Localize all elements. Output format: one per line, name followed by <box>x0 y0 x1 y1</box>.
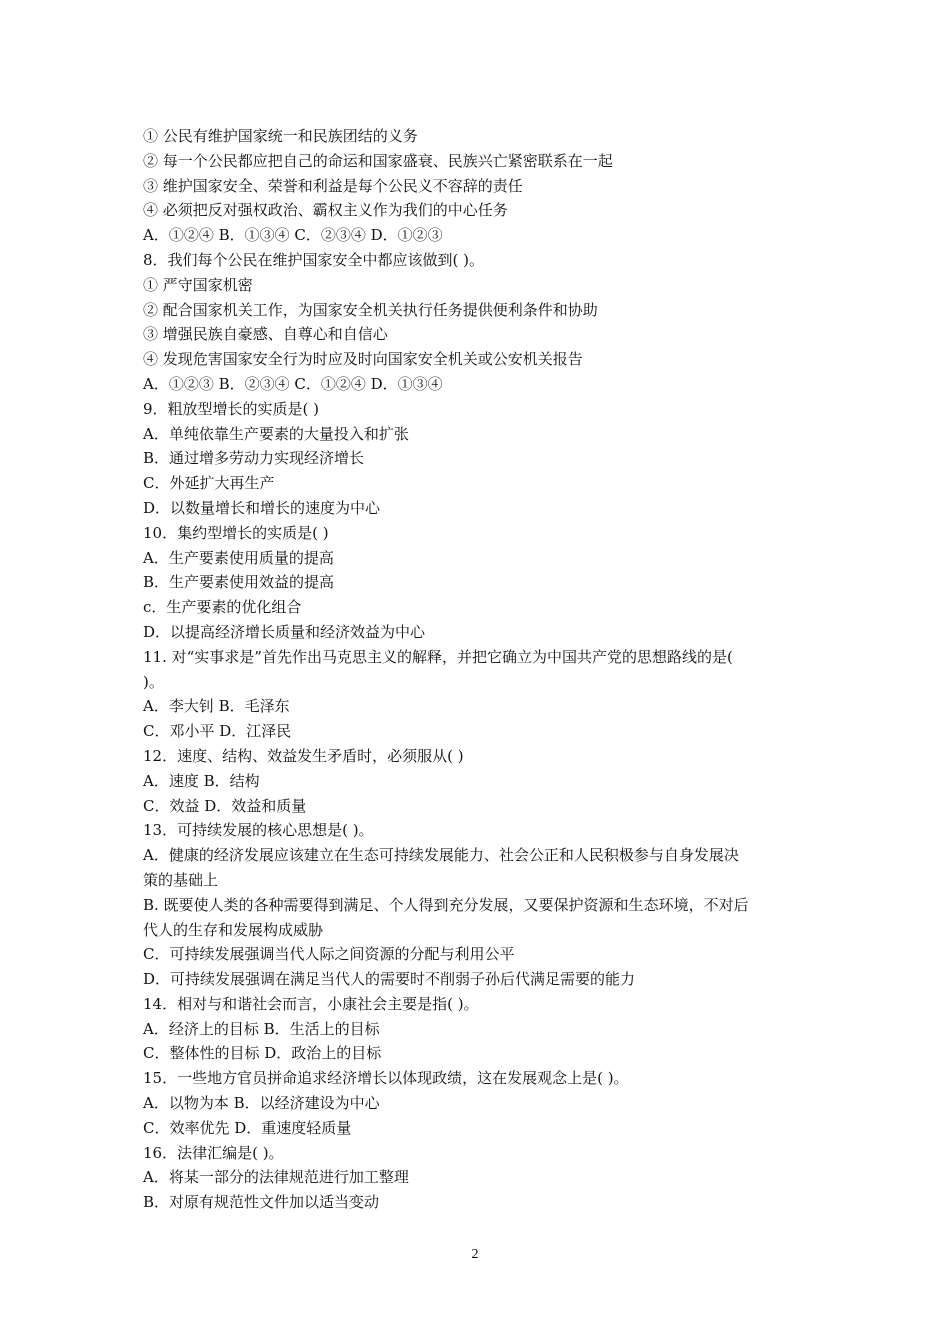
text-line: A．将某一部分的法律规范进行加工整理 <box>143 1168 409 1187</box>
text-line: C．效率优先 D．重速度轻质量 <box>143 1118 352 1137</box>
text-line: ② 每一个公民都应把自己的命运和国家盛衰、民族兴亡紧密联系在一起 <box>143 151 613 170</box>
text-line: A．生产要素使用质量的提高 <box>143 548 334 567</box>
text-line: ③ 增强民族自豪感、自尊心和自信心 <box>143 325 388 344</box>
text-line: C．整体性的目标 D．政治上的目标 <box>143 1044 382 1063</box>
text-line: D．以数量增长和增长的速度为中心 <box>143 498 381 517</box>
text-line: A．经济上的目标 B．生活上的目标 <box>143 1019 380 1038</box>
text-line: 10．集约型增长的实质是( ) <box>143 523 329 542</box>
text-line: C．邓小平 D．江泽民 <box>143 722 292 741</box>
text-line: A．①②④ B．①③④ C．②③④ D．①②③ <box>143 226 443 245</box>
text-line: ④ 发现危害国家安全行为时应及时向国家安全机关或公安机关报告 <box>143 350 583 369</box>
text-line: 14．相对与和谐社会而言，小康社会主要是指( )。 <box>143 994 479 1013</box>
text-line: A．以物为本 B．以经济建设为中心 <box>143 1094 380 1113</box>
text-line: 9．粗放型增长的实质是( ) <box>143 399 320 418</box>
text-line: 策的基础上 <box>143 870 219 889</box>
text-line: B. 既要使人类的各种需要得到满足、个人得到充分发展，又要保护资源和生态环境，不对后 <box>143 895 749 914</box>
text-line: 8．我们每个公民在维护国家安全中都应该做到( )。 <box>143 250 485 269</box>
text-line: ③ 维护国家安全、荣誉和利益是每个公民义不容辞的责任 <box>143 176 523 195</box>
text-line: A．健康的经济发展应该建立在生态可持续发展能力、社会公正和人民积极参与自身发展决 <box>143 846 739 865</box>
text-line: 代人的生存和发展构成威胁 <box>143 920 324 939</box>
text-line: C．外延扩大再生产 <box>143 474 275 493</box>
text-line: ④ 必须把反对强权政治、霸权主义作为我们的中心任务 <box>143 201 508 220</box>
text-line: A．李大钊 B．毛泽东 <box>143 697 290 716</box>
text-line: D．以提高经济增长质量和经济效益为中心 <box>143 622 426 641</box>
text-line: c．生产要素的优化组合 <box>143 598 302 617</box>
text-line: 11. 对“实事求是”首先作出马克思主义的解释，并把它确立为中国共产党的思想路线的是( <box>143 647 733 666</box>
text-line: ① 严守国家机密 <box>143 275 253 294</box>
text-line: B．对原有规范性文件加以适当变动 <box>143 1193 380 1212</box>
text-line: 15．一些地方官员拼命追求经济增长以体现政绩，这在发展观念上是( )。 <box>143 1069 629 1088</box>
text-line: A．①②③ B．②③④ C．①②④ D．①③④ <box>143 374 443 393</box>
text-line: D．可持续发展强调在满足当代人的需要时不削弱子孙后代满足需要的能力 <box>143 970 636 989</box>
text-line: A．速度 B．结构 <box>143 771 260 790</box>
text-line: ② 配合国家机关工作，为国家安全机关执行任务提供便利条件和协助 <box>143 300 598 319</box>
question-text-block <box>143 124 813 1215</box>
text-line: B．通过增多劳动力实现经济增长 <box>143 449 365 468</box>
text-line: B．生产要素使用效益的提高 <box>143 573 335 592</box>
text-line: 12．速度、结构、效益发生矛盾时，必须服从( ) <box>143 746 464 765</box>
text-line: C．可持续发展强调当代人际之间资源的分配与利用公平 <box>143 945 515 964</box>
text-line: ① 公民有维护国家统一和民族团结的义务 <box>143 127 418 145</box>
text-line: )。 <box>143 672 164 691</box>
text-line: A．单纯依靠生产要素的大量投入和扩张 <box>143 424 409 443</box>
text-line: 16．法律汇编是( )。 <box>143 1143 284 1162</box>
text-line: 13．可持续发展的核心思想是( )。 <box>143 821 374 840</box>
page-number: 2 <box>471 1247 479 1262</box>
text-line: C．效益 D．效益和质量 <box>143 796 307 815</box>
